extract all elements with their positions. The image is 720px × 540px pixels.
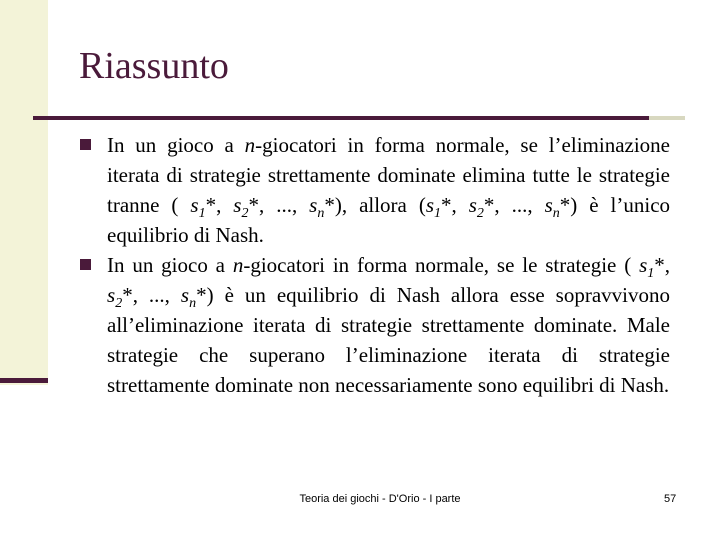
bullet-item: In un gioco a n-giocatori in forma normale, se l’eliminazione iterata di strategie strettamente dominate elimina tutte le strategie tranne ( $s_1*$, $s_2*$, ..., $s_n*$), allora ($s_1*$, $s_2*$, ..., $s_n*$) è l’unico equilibrio di Nash. (80, 130, 670, 250)
page-number: 57 (664, 493, 677, 505)
side-band-accent (0, 378, 48, 383)
square-bullet-icon (80, 139, 91, 150)
title-underline-end (649, 116, 685, 120)
title-underline (33, 116, 649, 120)
square-bullet-icon (80, 259, 91, 270)
bullet-item: In un gioco a n-giocatori in forma normale, se le strategie ( $s_1*$, $s_2*$, ..., $s_n*$) è un equilibrio di Nash allora esse sopravvivono all’eliminazione iterata di strategie strettamente dominate. Male strategie che superano l’eliminazione iterata di strategie strettamente dominate non necessariamente sono equilibri di Nash. (80, 250, 670, 400)
slide-body (80, 130, 670, 400)
slide-title: Riassunto (79, 45, 229, 87)
footer-text: Teoria dei giochi - D'Orio - I parte (299, 493, 461, 505)
side-band (0, 0, 48, 385)
